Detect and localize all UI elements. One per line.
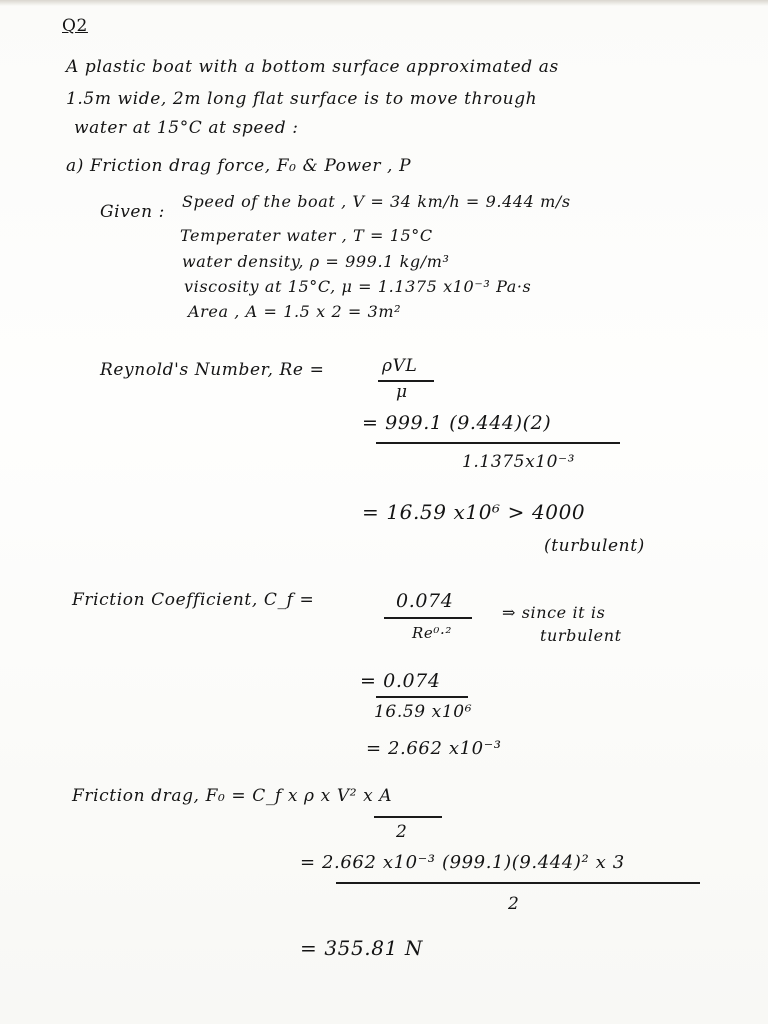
question-title: Q2 xyxy=(62,16,88,36)
reynolds-flow-regime: (turbulent) xyxy=(544,536,645,556)
friction-coefficient-fraction-bar xyxy=(384,617,472,619)
part-a-heading: a) Friction drag force, F₀ & Power , P xyxy=(66,156,412,176)
reynolds-result: = 16.59 x10⁶ > 4000 xyxy=(362,500,586,524)
friction-drag-substitution-denominator: 2 xyxy=(508,894,520,914)
friction-drag-fraction-bar xyxy=(374,816,442,818)
friction-drag-result: = 355.81 N xyxy=(300,936,423,960)
friction-coefficient-numerator: 0.074 xyxy=(396,590,454,612)
friction-coefficient-label: Friction Coefficient, C_f = xyxy=(72,590,315,610)
reynolds-formula-numerator: ρVL xyxy=(382,356,418,376)
reynolds-substitution-numerator: = 999.1 (9.444)(2) xyxy=(362,412,552,434)
reynolds-substitution-fraction-bar xyxy=(376,442,620,444)
friction-coefficient-reason-line-1: ⇒ since it is xyxy=(502,603,606,622)
friction-coefficient-denominator: Re⁰·² xyxy=(412,624,452,642)
friction-coefficient-substitution-denominator: 16.59 x10⁶ xyxy=(374,702,473,722)
given-viscosity: viscosity at 15°C, μ = 1.1375 x10⁻³ Pa·s xyxy=(184,277,532,296)
intro-line-3: water at 15°C at speed : xyxy=(74,118,299,138)
friction-coefficient-substitution-fraction-bar xyxy=(376,696,468,698)
given-density: water density, ρ = 999.1 kg/m³ xyxy=(182,252,450,271)
friction-coefficient-result: = 2.662 x10⁻³ xyxy=(366,738,502,759)
given-label: Given : xyxy=(100,202,165,222)
friction-drag-substitution-numerator: = 2.662 x10⁻³ (999.1)(9.444)² x 3 xyxy=(300,852,625,873)
reynolds-substitution-denominator: 1.1375x10⁻³ xyxy=(462,452,576,472)
friction-drag-substitution-fraction-bar xyxy=(336,882,700,884)
given-temperature: Temperater water , T = 15°C xyxy=(180,226,433,245)
intro-line-2: 1.5m wide, 2m long flat surface is to move through xyxy=(66,89,538,109)
friction-drag-label: Friction drag, F₀ = C_f x ρ x V² x A xyxy=(72,786,393,806)
given-speed: Speed of the boat , V = 34 km/h = 9.444 m/s xyxy=(182,192,571,211)
given-area: Area , A = 1.5 x 2 = 3m² xyxy=(188,302,402,321)
friction-coefficient-reason-line-2: turbulent xyxy=(540,626,622,645)
page-top-edge xyxy=(0,0,768,6)
reynolds-label: Reynold's Number, Re = xyxy=(100,360,325,380)
intro-line-1: A plastic boat with a bottom surface approximated as xyxy=(66,57,559,77)
reynolds-formula-denominator: μ xyxy=(396,382,408,402)
friction-drag-denominator: 2 xyxy=(396,822,408,842)
friction-coefficient-substitution-numerator: = 0.074 xyxy=(360,670,441,692)
